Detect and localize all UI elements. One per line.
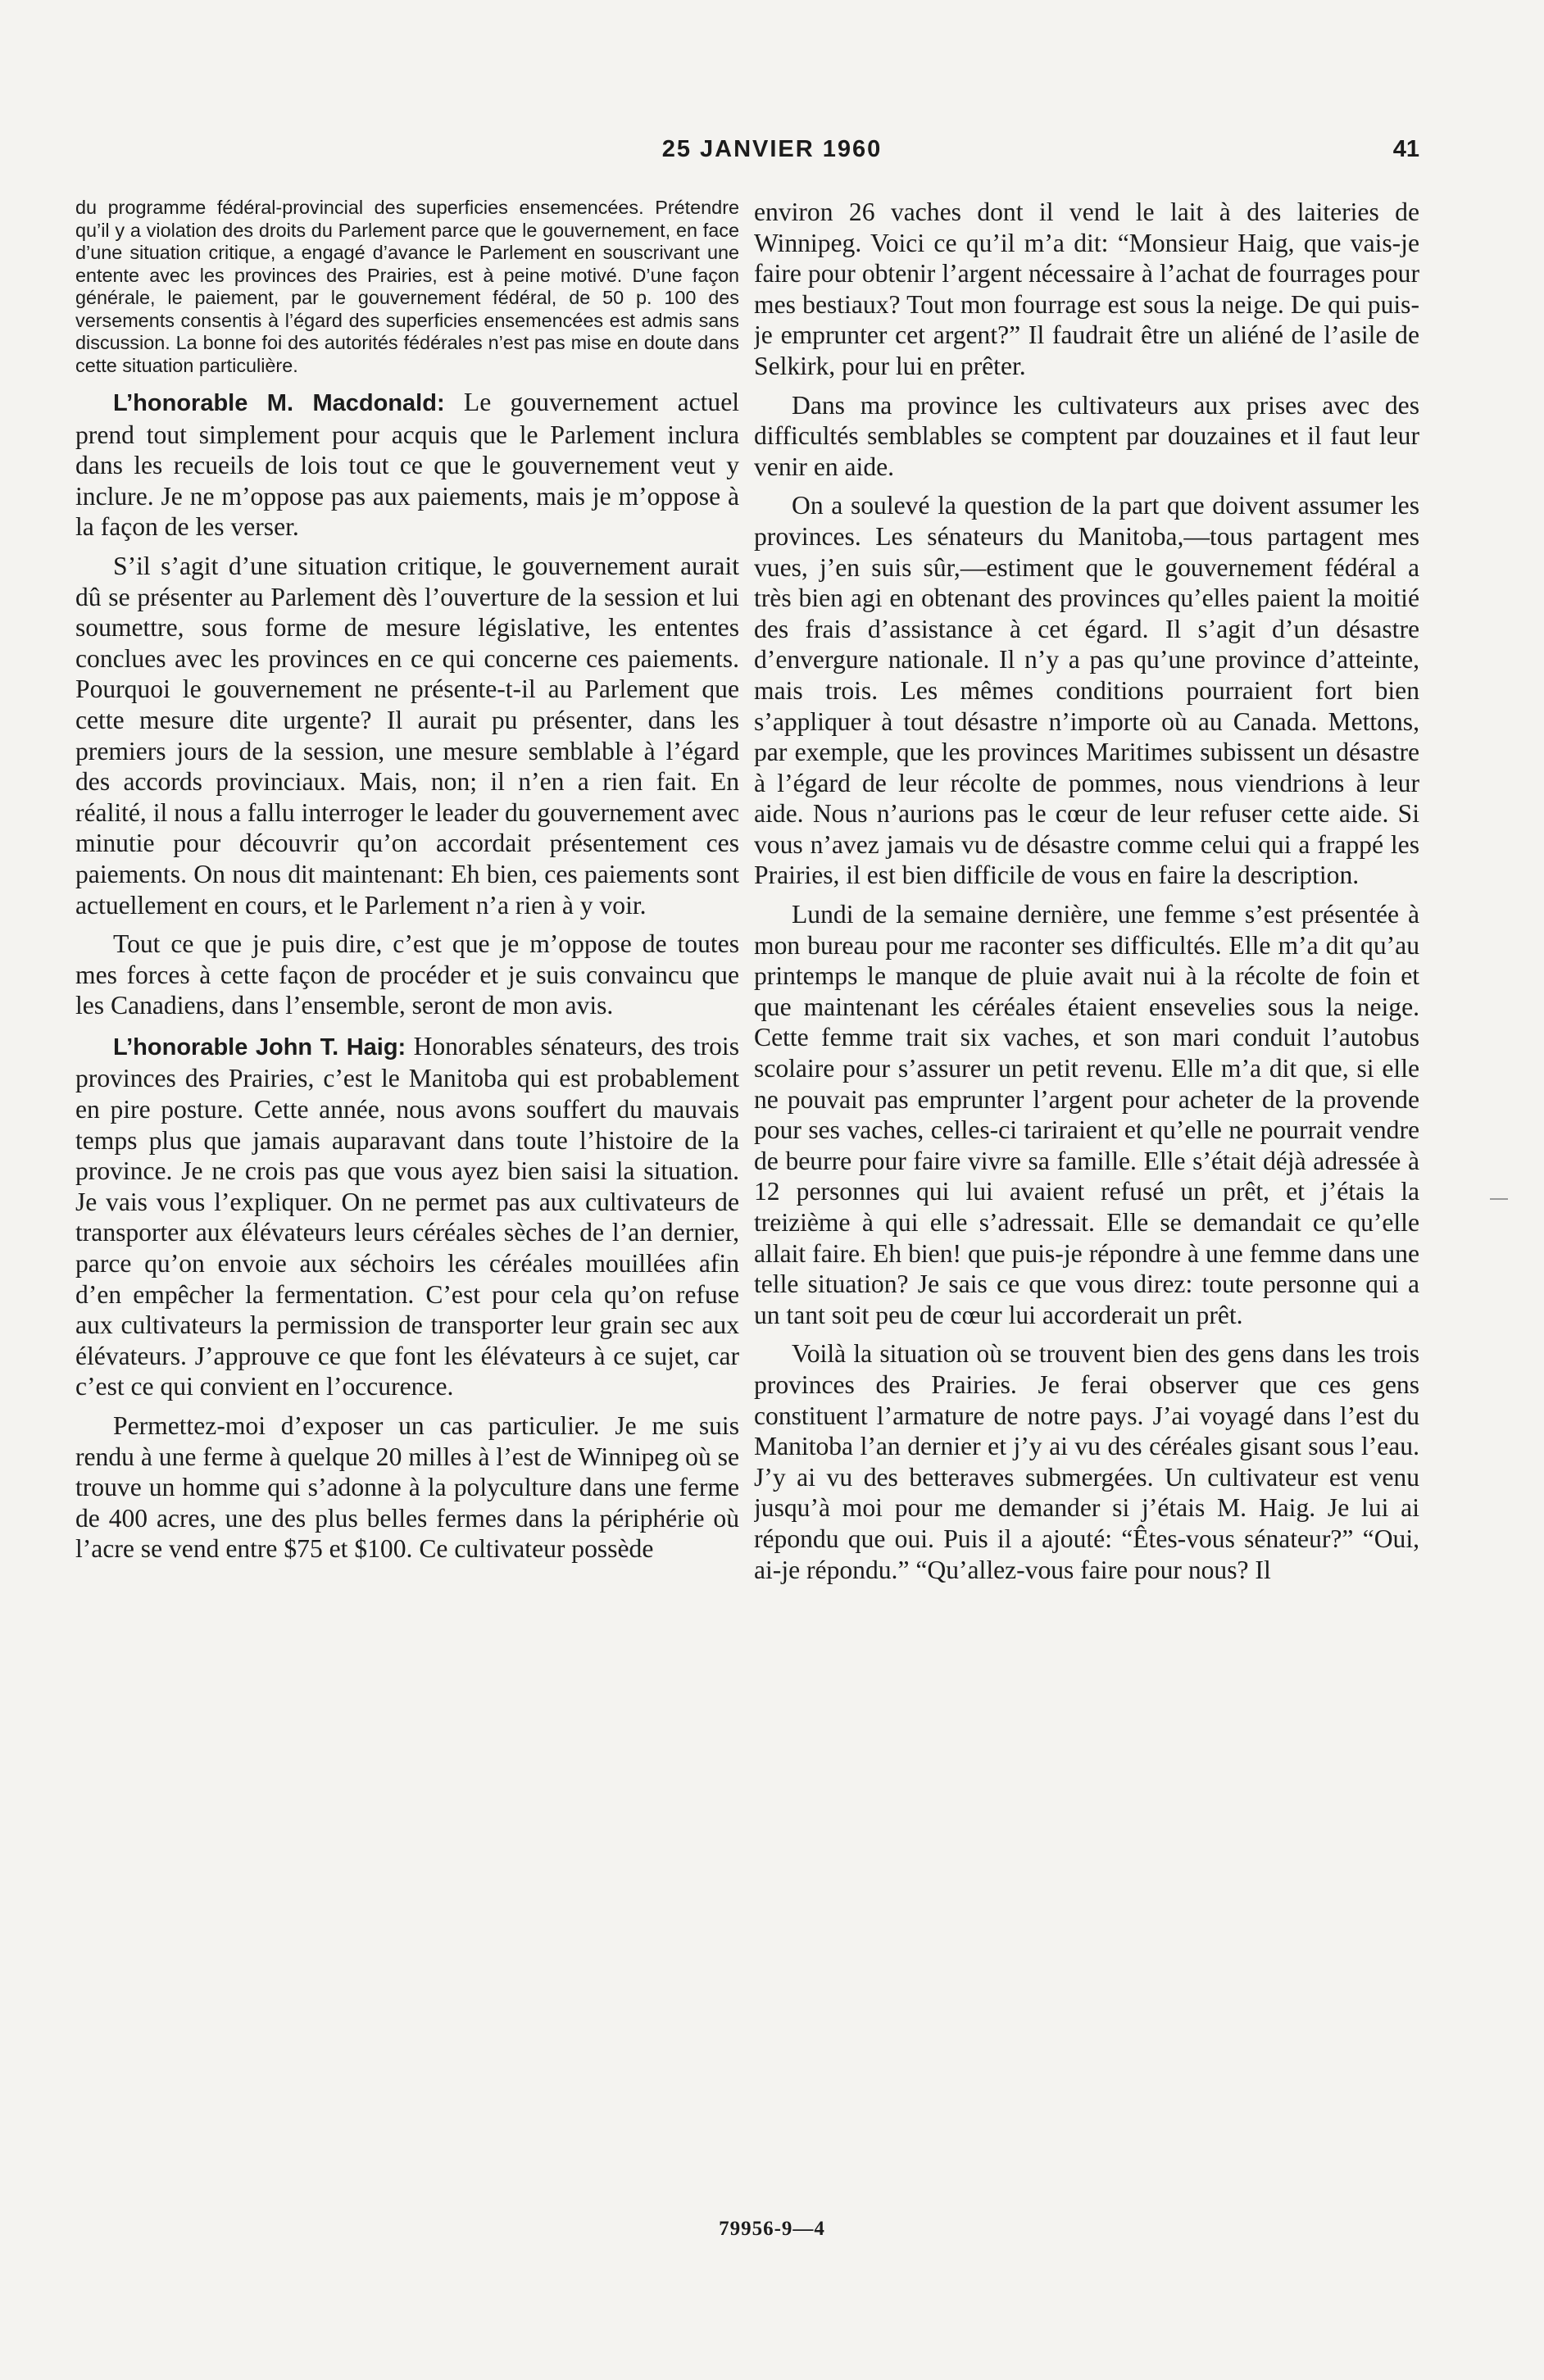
right-paragraph-1: environ 26 vaches dont il vend le lait à des laiteries de Winnipeg. Voici ce qu’il m’a dit: “Monsieur Haig, que vais-je faire pour obtenir l’argent nécessaire à l’achat de fourrages pour mes bestiaux? Tout mon fourrage est sous la neige. De qui puis-je emprunter cet argent?” Il faudrait être un aliéné de l’asile de Selkirk, pour lui en prêter. (754, 198, 1419, 380)
right-paragraph-2: Dans ma province les cultivateurs aux prises avec des difficultés semblables se comptent par douzaines et il faut leur venir en aide. (754, 390, 1419, 481)
page-date-heading: 25 JANVIER 1960 (661, 136, 883, 162)
right-paragraph-5: Voilà la situation où se trouvent bien des gens dans les trois provinces des Prairies. Je ferai observer que ces gens constituent l’armature de notre pays. J’ai voyagé dans l’est du Manitoba l’an dernier et j’y ai vu des céréales gisant sous l’eau. J’y ai vu des betteraves submergées. Un cultivateur est venu jusqu’à moi pour me demander si j’étais M. Haig. Je lui ai répondu que oui. Puis il a ajouté: “Êtes-vous sénateur?” “Oui, ai-je répondu.” “Qu’allez-vous faire pour nous? Il (754, 1339, 1419, 1584)
running-head (0, 136, 1544, 177)
haig-paragraph-2: Permettez-moi d’exposer un cas particulier. Je me suis rendu à une ferme à quelque 20 milles à l’est de Winnipeg où se trouve un homme qui s’adonne à la polyculture dans une ferme de 400 acres, une des plus belles fermes dans la périphérie où l’acre se vend entre $75 et $100. Ce cultivateur possède (75, 1411, 739, 1564)
intro-paragraph: du programme fédéral-provincial des superficies ensemencées. Prétendre qu’il y a violation des droits du Parlement parce que le gouvernement, en face d’une situation critique, a engagé d’avance le Parlement en souscrivant une entente avec les provinces des Prairies, est à peine motivé. D’une façon générale, le paiement, par le gouvernement fédéral, de 50 p. 100 des versements consentis à l’égard des superficies ensemencées est admis sans discussion. La bonne foi des autorités fédérales n’est pas mise en doute dans cette situation particulière. (75, 197, 739, 376)
macdonald-speech-paragraph (75, 387, 739, 543)
macdonald-speech-text: Le gouvernement actuel prend tout simplement pour acquis que le Parlement inclura dans les recueils de lois tout ce que le gouvernement veut y inclure. Je ne m’oppose pas aux paiements, mais je m’oppose à la façon de les verser. (75, 388, 739, 542)
haig-speech-paragraph (75, 1031, 739, 1402)
margin-mark (1490, 1198, 1508, 1200)
right-paragraph-4: Lundi de la semaine dernière, une femme s’est présentée à mon bureau pour me raconter ses difficultés. Elle m’a dit qu’au printemps le manque de pluie avait nui à la récolte de foin et que maintenant les céréales étaient ensevelies sous la neige. Cette femme trait six vaches, et son mari conduit l’autobus scolaire pour s’assurer un petit revenu. Elle m’a dit que, si elle ne pouvait pas emprunter l’argent pour acheter de la provende pour ses vaches, celles-ci tariraient et qu’elle ne pourrait vendre de beurre pour faire vivre sa famille. Elle s’était déjà adressée à 12 personnes qui lui avaient refusé un prêt, et j’étais la treizième à qui elle s’adressait. Elle se demandait ce qu’elle allait faire. Eh bien! que puis-je répondre à une femme dans une telle situation? Je sais ce que vous direz: toute personne qui a un tant soit peu de cœur lui accorderait un prêt. (754, 900, 1419, 1329)
macdonald-paragraph-2: S’il s’agit d’une situation critique, le gouvernement aurait dû se présenter au Parlement dès l’ouverture de la session et lui soumettre, sous forme de mesure législative, les ententes conclues avec les provinces en ce qui concerne ces paiements. Pourquoi le gouvernement ne présente-t-il au Parlement que cette mesure dite urgente? Il aurait pu présenter, dans les premiers jours de la session, une mesure semblable à l’égard des accords provinciaux. Mais, non; il n’en a rien fait. En réalité, il nous a fallu interroger le leader du gouvernement avec minutie pour découvrir qu’on accordait présentement ces paiements. On nous dit maintenant: Eh bien, ces paiements sont actuellement en cours, et le Parlement n’a rien à y voir. (75, 551, 739, 920)
speaker-haig: L’honorable John T. Haig: (113, 1033, 406, 1061)
left-column (75, 197, 739, 2213)
macdonald-paragraph-3: Tout ce que je puis dire, c’est que je m’oppose de toutes mes forces à cette façon de procéder et je suis convaincu que les Canadiens, dans l’ensemble, seront de mon avis. (75, 929, 739, 1020)
right-column (754, 197, 1419, 2213)
haig-speech-text: Honorables sénateurs, des trois provinces des Prairies, c’est le Manitoba qui est probablement en pire posture. Cette année, nous avons souffert du mauvais temps plus que jamais auparavant dans toute l’histoire de la province. Je ne crois pas que vous ayez bien saisi la situation. Je vais vous l’expliquer. On ne permet pas aux cultivateurs de transporter aux élévateurs leurs céréales sèches de l’an dernier, parce qu’on envoie aux séchoirs les céréales mouillées afin d’en empêcher la fermentation. C’est pour cela qu’on refuse aux cultivateurs la permission de transporter leur grain sec aux élévateurs. J’approuve ce que font les élévateurs à ce sujet, car c’est ce qui convient en l’occurence. (75, 1031, 739, 1401)
right-paragraph-3: On a soulevé la question de la part que doivent assumer les provinces. Les sénateurs du Manitoba,—tous partagent mes vues, j’en suis sûr,—estiment que le gouvernement fédéral a très bien agi en obtenant des provinces qu’elles paient la moitié des frais d’assistance à cet égard. Il s’agit d’un désastre d’envergure nationale. Il n’y a pas qu’une province d’atteinte, mais trois. Les mêmes conditions pourraient fort bien s’appliquer à tout désastre n’importe où au Canada. Mettons, par exemple, que les provinces Maritimes subissent un désastre à l’égard de leur récolte de pommes, nous viendrions à leur aide. Nous n’aurions pas le cœur de leur refuser cette aide. Si vous n’avez jamais vu de désastre comme celui qui a frappé les Prairies, il est bien difficile de vous en faire la description. (754, 491, 1419, 890)
printer-signature: 79956-9—4 (719, 2218, 825, 2240)
speaker-macdonald: L’honorable M. Macdonald: (113, 390, 445, 416)
page-number: 41 (1392, 136, 1419, 162)
